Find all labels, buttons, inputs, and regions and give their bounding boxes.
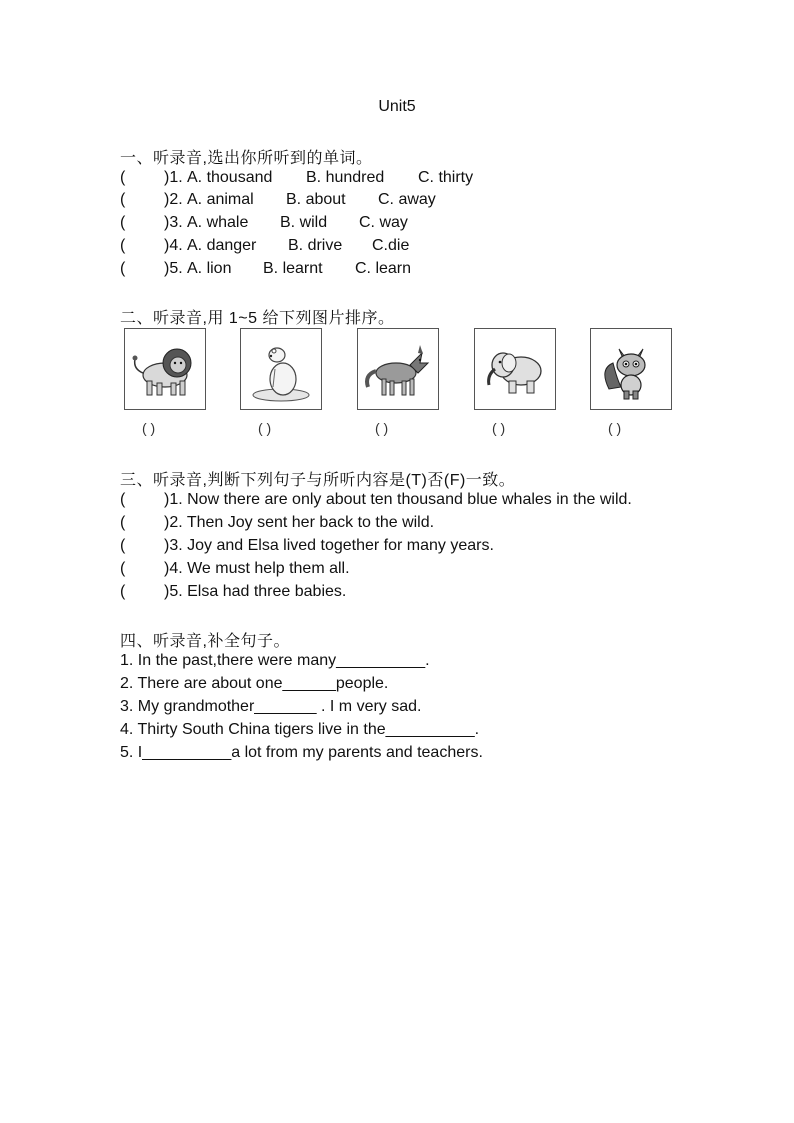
- fox-icon: [591, 329, 671, 409]
- answer-bracket[interactable]: (: [120, 214, 126, 231]
- polar-bear-icon: [241, 329, 321, 409]
- choice-item-5: [120, 260, 412, 278]
- fill-item-3[interactable]: 3. My grandmother_______ . I m very sad.: [120, 698, 422, 715]
- answer-bracket[interactable]: (: [120, 583, 126, 600]
- answer-bracket[interactable]: (: [120, 191, 126, 208]
- option-a: A. thousand: [187, 169, 273, 186]
- fill-item-2[interactable]: 2. There are about one______people.: [120, 675, 389, 692]
- picture-box-3: [357, 328, 439, 410]
- order-bracket-3[interactable]: ( ): [375, 420, 389, 436]
- item-number: )2.: [164, 191, 183, 208]
- lion-icon: [125, 329, 205, 409]
- answer-bracket[interactable]: (: [120, 260, 126, 277]
- answer-bracket[interactable]: (: [120, 537, 126, 554]
- section-3-heading: 三、听录音,判断下列句子与所听内容是(T)否(F)一致。: [120, 472, 516, 489]
- fill-item-5[interactable]: 5. I__________a lot from my parents and teachers.: [120, 744, 483, 761]
- picture-box-2: [240, 328, 322, 410]
- option-c: C.die: [372, 237, 410, 254]
- page-title: Unit5: [378, 98, 416, 115]
- order-bracket-2[interactable]: ( ): [258, 420, 272, 436]
- fill-item-1[interactable]: 1. In the past,there were many__________.: [120, 652, 430, 669]
- choice-item-1: [120, 169, 474, 187]
- elephant-icon: [475, 329, 555, 409]
- tf-item-1: [120, 491, 632, 509]
- option-b: B. drive: [288, 237, 343, 254]
- option-b: B. wild: [280, 214, 328, 231]
- tf-item-2: [120, 514, 434, 532]
- option-c: C. way: [359, 214, 408, 231]
- picture-box-4: [474, 328, 556, 410]
- item-number: )4.: [164, 237, 183, 254]
- item-number: )3.: [164, 214, 183, 231]
- tf-text: )1. Now there are only about ten thousand blue whales in the wild.: [164, 491, 632, 508]
- option-a: A. whale: [187, 214, 249, 231]
- tf-item-5: [120, 583, 346, 601]
- answer-bracket[interactable]: (: [120, 491, 126, 508]
- section-4-heading: 四、听录音,补全句子。: [120, 633, 290, 650]
- section-1-heading: 一、听录音,选出你所听到的单词。: [120, 150, 373, 167]
- item-number: )5.: [164, 260, 183, 277]
- tf-text: )4. We must help them all.: [164, 560, 350, 577]
- tf-item-4: [120, 560, 350, 578]
- fill-item-4[interactable]: 4. Thirty South China tigers live in the__________.: [120, 721, 480, 738]
- tf-text: )5. Elsa had three babies.: [164, 583, 347, 600]
- option-c: C. learn: [355, 260, 412, 277]
- option-c: C. thirty: [418, 169, 474, 186]
- tf-item-3: [120, 537, 494, 555]
- choice-item-4: [120, 237, 410, 255]
- option-b: B. hundred: [306, 169, 385, 186]
- tf-text: )2. Then Joy sent her back to the wild.: [164, 514, 435, 531]
- picture-row: [124, 328, 674, 412]
- order-bracket-4[interactable]: ( ): [492, 420, 506, 436]
- option-a: A. lion: [187, 260, 232, 277]
- answer-bracket[interactable]: (: [120, 169, 126, 186]
- option-a: A. danger: [187, 237, 257, 254]
- order-bracket-1[interactable]: ( ): [142, 420, 156, 436]
- picture-box-5: [590, 328, 672, 410]
- answer-bracket[interactable]: (: [120, 237, 126, 254]
- option-a: A. animal: [187, 191, 254, 208]
- option-b: B. learnt: [263, 260, 323, 277]
- choice-item-2: [120, 191, 436, 209]
- picture-box-1: [124, 328, 206, 410]
- answer-bracket[interactable]: (: [120, 514, 126, 531]
- section-2-heading: 二、听录音,用 1~5 给下列图片排序。: [120, 310, 395, 327]
- option-b: B. about: [286, 191, 346, 208]
- item-number: )1.: [164, 169, 183, 186]
- tf-text: )3. Joy and Elsa lived together for many years.: [164, 537, 494, 554]
- choice-item-3: [120, 214, 408, 232]
- order-bracket-5[interactable]: ( ): [608, 420, 622, 436]
- wolf-icon: [358, 329, 438, 409]
- option-c: C. away: [378, 191, 436, 208]
- answer-bracket[interactable]: (: [120, 560, 126, 577]
